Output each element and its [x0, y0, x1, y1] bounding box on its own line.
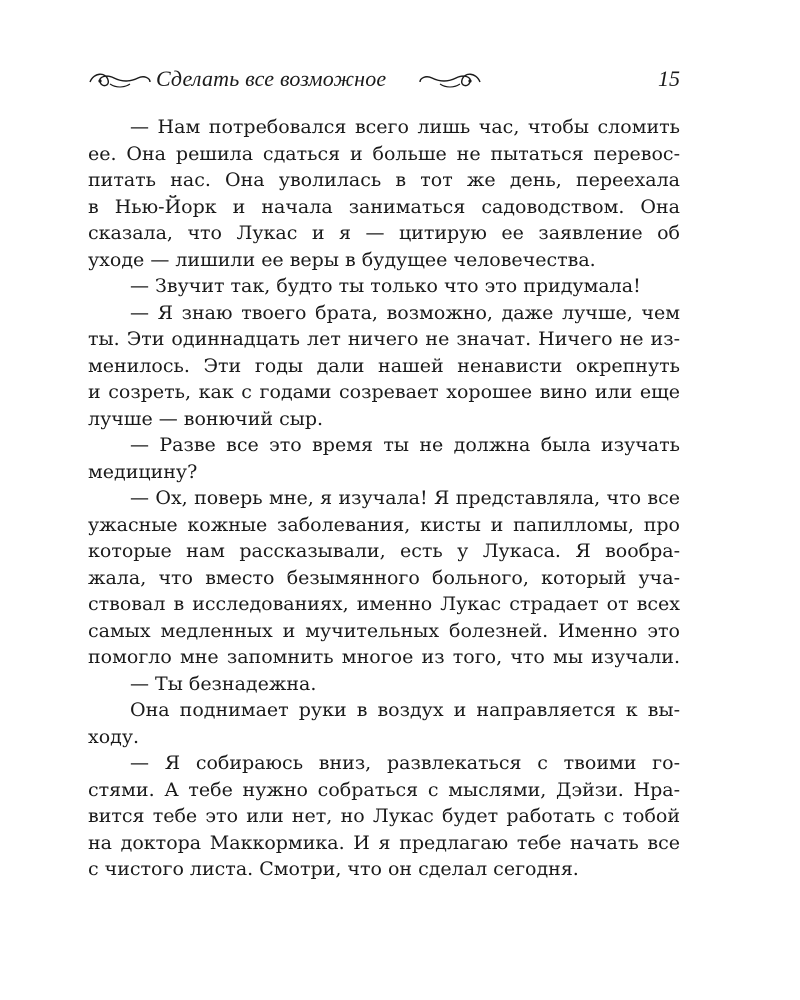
- text-line: самых медленных и мучительных болезней. Именно это: [88, 619, 680, 642]
- running-head: [88, 62, 680, 98]
- text-line: — Ты безнадежна.: [130, 672, 317, 695]
- page-number: 15: [658, 66, 680, 91]
- text-line: с чистого листа. Смотри, что он сделал сегодня.: [88, 858, 579, 880]
- text-line: — Я знаю твоего брата, возможно, даже лучше, чем: [130, 301, 680, 324]
- text-line: стями. А тебе нужно собраться с мыслями, Дэйзи. Нра-: [88, 778, 680, 801]
- text-line: на доктора Маккормика. И я предлагаю тебе начать все: [88, 831, 680, 854]
- text-line: — Я собираюсь вниз, развлекаться с твоими го-: [130, 752, 680, 774]
- text-line: ее. Она решила сдаться и больше не пытаться перевос-: [88, 142, 680, 165]
- text-line: и созреть, как с годами созревает хорошее вино или еще: [88, 381, 680, 403]
- text-line: — Разве все это время ты не должна была изучать: [130, 434, 680, 456]
- running-title: Сделать все возможное: [156, 66, 387, 91]
- text-line: — Звучит так, будто ты только что это придумала!: [130, 275, 641, 297]
- flourish-ornament-icon: [88, 68, 152, 92]
- text-line: медицину?: [88, 460, 198, 483]
- text-line: ужасные кожные заболевания, кисты и папилломы, про: [88, 513, 680, 536]
- text-line: — Нам потребовался всего лишь час, чтобы сломить: [130, 116, 680, 138]
- text-line: жала, что вместо безымянного больного, который уча-: [88, 566, 680, 589]
- text-line: которые нам рассказывали, есть у Лукаса. Я вообра-: [88, 540, 680, 562]
- text-line: сказала, что Лукас и я — цитирую ее заявление об: [88, 222, 680, 244]
- text-line: ты. Эти одиннадцать лет ничего не значат. Ничего не из-: [88, 328, 680, 350]
- text-line: вится тебе это или нет, но Лукас будет работать с тобой: [88, 805, 680, 827]
- flourish-ornament-icon: [418, 68, 482, 92]
- text-line: — Ох, поверь мне, я изучала! Я представляла, что все: [130, 487, 680, 509]
- text-line: ходу.: [88, 725, 140, 748]
- text-line: ствовал в исследованиях, именно Лукас страдает от всех: [88, 593, 680, 615]
- text-line: менилось. Эти годы дали нашей ненависти окрепнуть: [88, 354, 680, 377]
- body-text: [88, 114, 680, 883]
- text-line: помогло мне запомнить многое из того, что мы изучали.: [88, 646, 680, 668]
- text-line: лучше — вонючий сыр.: [88, 407, 324, 430]
- text-line: питать нас. Она уволилась в тот же день, переехала: [88, 169, 680, 191]
- text-line: в Нью-Йорк и начала заниматься садоводством. Она: [88, 195, 680, 218]
- text-line: Она поднимает руки в воздух и направляется к вы-: [130, 699, 680, 721]
- text-line: уходе — лишили ее веры в будущее человечества.: [88, 248, 596, 271]
